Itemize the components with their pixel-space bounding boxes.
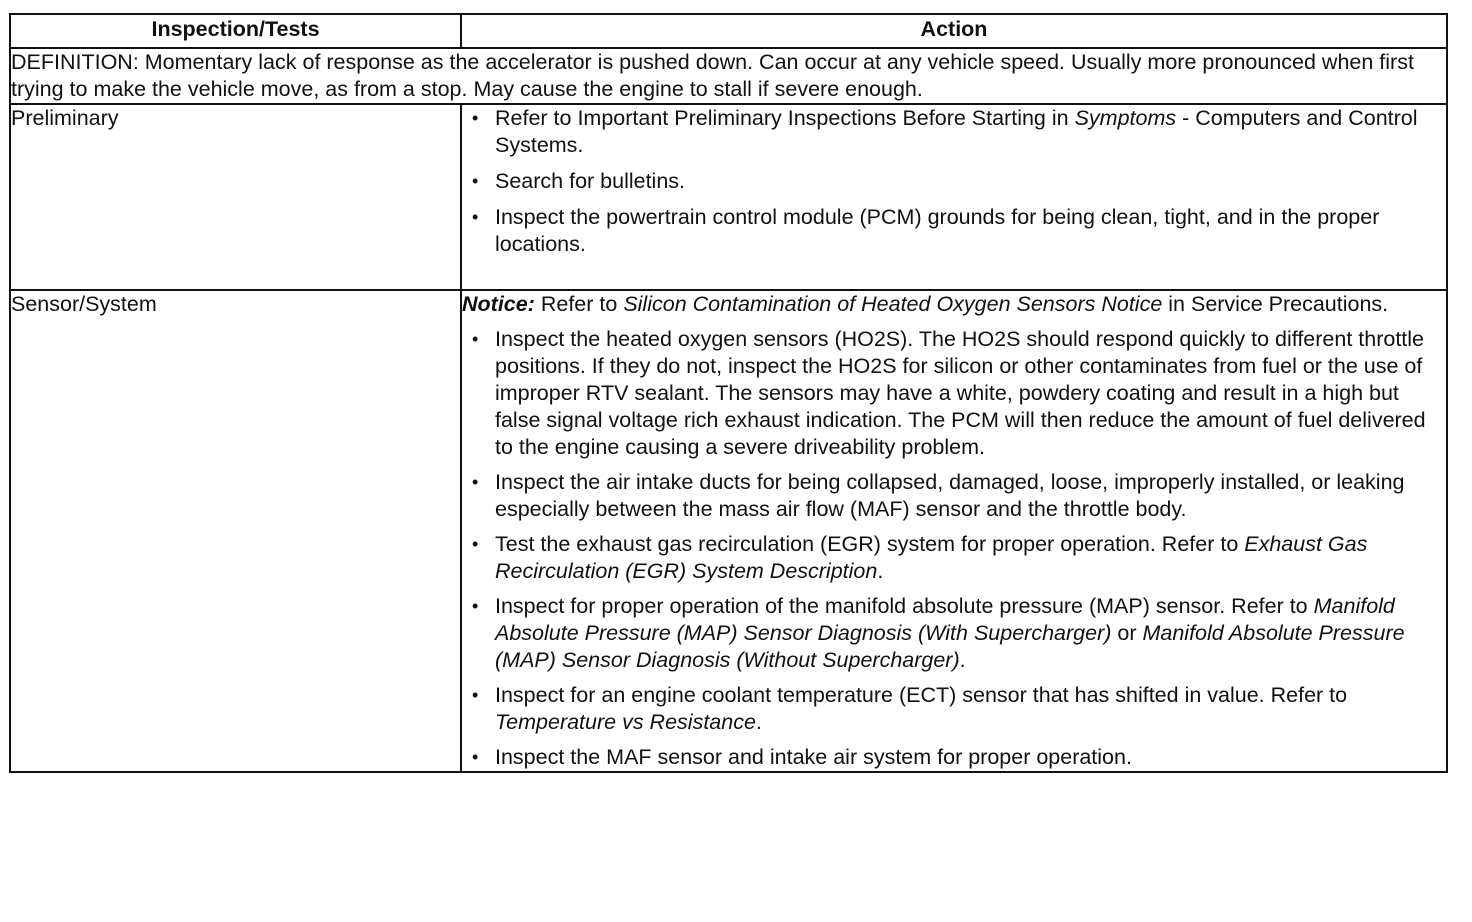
list-item: • Search for bulletins. [472, 169, 686, 193]
bullet-icon: • [472, 108, 479, 128]
column-header-inspection-tests: Inspection/Tests [10, 14, 461, 48]
definition-row [10, 48, 1447, 104]
bullet-icon: • [472, 171, 479, 191]
list-item: • Refer to Important Preliminary Inspections Before Starting in Symptoms - Computers and Control Systems. [472, 106, 1418, 157]
column-header-action: Action [461, 14, 1447, 48]
list-item: • Inspect the air intake ducts for being collapsed, damaged, loose, improperly installed, or leaking especially between the mass air flow (MAF) sensor and the throttle body. [472, 470, 1405, 521]
bullet-icon: • [472, 747, 479, 767]
list-item: • Inspect the powertrain control module (PCM) grounds for being clean, tight, and in the proper locations. [472, 205, 1380, 256]
bullet-icon: • [472, 534, 479, 554]
bullet-icon: • [472, 596, 479, 616]
row-actions-preliminary [461, 104, 1447, 290]
list-item: • Inspect the MAF sensor and intake air system for proper operation. [472, 745, 1132, 769]
reference-link: Exhaust Gas Recirculation (EGR) System Description [495, 532, 1368, 583]
reference-link: Manifold Absolute Pressure (MAP) Sensor Diagnosis (Without Supercharger) [495, 621, 1405, 672]
reference-link: Manifold Absolute Pressure (MAP) Sensor Diagnosis (With Supercharger) [495, 594, 1395, 645]
list-item: • Inspect the heated oxygen sensors (HO2S). The HO2S should respond quickly to different throttle positions. If they do not, inspect the HO2S for silicon or other contaminates from fuel or the use of improper RTV sealant. The sensors may have a white, powdery coating and result in a high but false signal voltage rich exhaust indication. The PCM will then reduce the amount of fuel delivered to the engine causing a severe driveability problem. [472, 327, 1426, 459]
definition-text: DEFINITION: Momentary lack of response as the accelerator is pushed down. Can occur at any vehicle speed. Usually more pronounced when first trying to make the vehicle move, as from a stop. May cause the engine to stall if severe enough. [10, 48, 1447, 104]
header-row [10, 14, 1447, 48]
reference-link: Temperature vs Resistance [495, 710, 756, 734]
row-label-sensor-system: Sensor/System [10, 290, 461, 772]
list-item: • Inspect for an engine coolant temperature (ECT) sensor that has shifted in value. Refer to Temperature vs Resistance. [472, 683, 1348, 734]
bullet-icon: • [472, 329, 479, 349]
reference-link: Silicon Contamination of Heated Oxygen Sensors Notice [623, 292, 1163, 316]
table-row-preliminary [10, 104, 1447, 290]
row-actions-sensor-system [461, 290, 1447, 772]
bullet-icon: • [472, 207, 479, 227]
reference-link: Symptoms [1074, 106, 1177, 130]
row-label-preliminary: Preliminary [10, 104, 461, 290]
diagnostic-table [9, 13, 1448, 773]
list-item: • Test the exhaust gas recirculation (EGR) system for proper operation. Refer to Exhaust Gas Recirculation (EGR) System Description. [472, 532, 1368, 583]
list-item: • Inspect for proper operation of the manifold absolute pressure (MAP) sensor. Refer to Manifold Absolute Pressure (MAP) Sensor Diagnosis (With Supercharger) or Manifold Absolute Pressure (MAP) Sensor Diagnosis (Without Supercharger). [472, 594, 1405, 672]
notice: Notice: Refer to Silicon Contamination of Heated Oxygen Sensors Notice in Service Precautions. [462, 292, 1389, 316]
bullet-icon: • [472, 685, 479, 705]
table-row-sensor-system [10, 290, 1447, 772]
bullet-icon: • [472, 472, 479, 492]
